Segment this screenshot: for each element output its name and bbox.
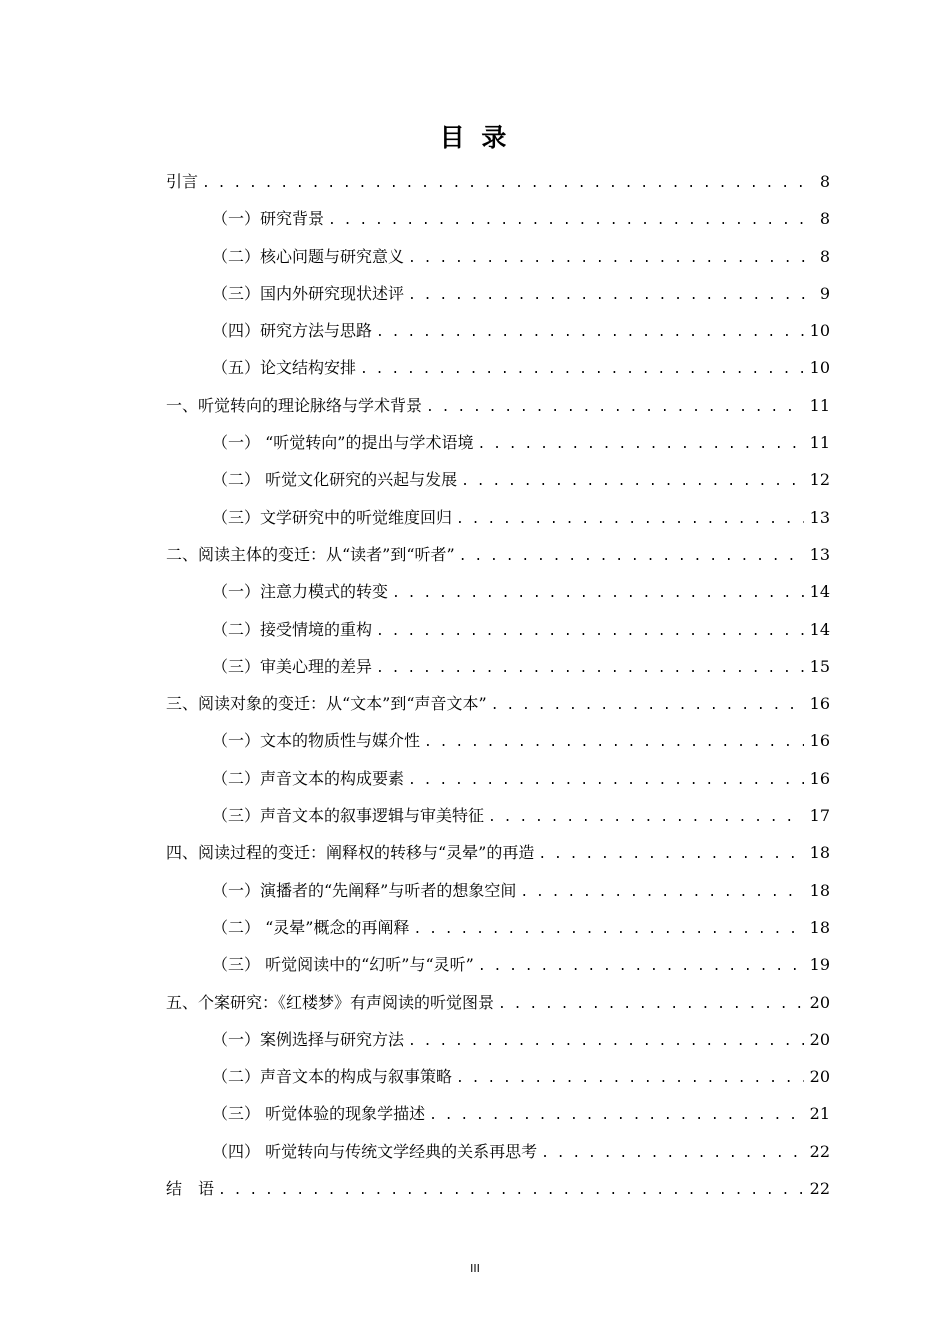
toc-dot-leader (456, 505, 804, 535)
toc-entry-label: 结 语 (166, 1179, 215, 1199)
toc-dot-leader (538, 840, 803, 870)
toc-section-entry[interactable] (166, 652, 830, 689)
toc-section-entry[interactable] (166, 764, 830, 801)
toc-entry-label: 引言 (166, 172, 199, 191)
toc-chapter-entry[interactable] (166, 540, 830, 577)
toc-entry-label: （五）论文结构安排 (212, 358, 357, 378)
toc-entry-page-number: 15 (809, 656, 830, 676)
toc-entry-label: （四）研究方法与思路 (212, 321, 373, 341)
toc-entry-page-number: 8 (819, 172, 830, 191)
toc-entry-page-number: 11 (809, 395, 830, 415)
toc-dot-leader (478, 952, 804, 982)
toc-section-entry[interactable] (166, 876, 830, 913)
table-of-contents (166, 167, 830, 1211)
toc-dot-leader (408, 1027, 804, 1057)
toc-dot-leader (459, 542, 804, 572)
toc-dot-leader (408, 766, 804, 796)
toc-entry-label: （二） “灵晕”概念的再阐释 (212, 917, 410, 937)
toc-entry-label: （一） “听觉转向”的提出与学术语境 (212, 433, 474, 453)
toc-entry-page-number: 18 (809, 917, 830, 937)
toc-section-entry[interactable] (166, 465, 830, 502)
toc-entry-label: （一）演播者的“先阐释”与听者的想象空间 (212, 880, 517, 900)
toc-section-entry[interactable] (166, 279, 830, 316)
toc-chapter-entry[interactable] (166, 988, 830, 1025)
page-title: 目 录 (439, 123, 511, 152)
toc-entry-label: （一）研究背景 (212, 209, 325, 229)
toc-chapter-entry[interactable] (166, 689, 830, 726)
toc-entry-page-number: 11 (809, 433, 830, 453)
toc-dot-leader (376, 318, 804, 348)
toc-dot-leader (541, 1139, 804, 1169)
toc-entry-label: 二、阅读主体的变迁：从“读者”到“听者” (166, 544, 455, 564)
toc-dot-leader (392, 579, 804, 609)
toc-chapter-entry[interactable] (166, 1174, 830, 1211)
toc-section-entry[interactable] (166, 204, 830, 241)
toc-entry-label: （一）案例选择与研究方法 (212, 1029, 405, 1049)
toc-entry-label: （四） 听觉转向与传统文学经典的关系再思考 (212, 1141, 538, 1161)
toc-entry-page-number: 14 (809, 619, 830, 639)
toc-entry-label: （二）声音文本的构成与叙事策略 (212, 1067, 453, 1087)
toc-dot-leader (376, 654, 804, 684)
toc-entry-label: 一、听觉转向的理论脉络与学术背景 (166, 395, 423, 415)
toc-entry-label: （三）文学研究中的听觉维度回归 (212, 507, 453, 527)
toc-dot-leader (461, 467, 804, 497)
toc-entry-page-number: 9 (819, 283, 830, 303)
toc-dot-leader (328, 206, 806, 236)
toc-entry-label: 五、个案研究：《红楼梦》有声阅读的听觉图景 (166, 992, 495, 1012)
toc-dot-leader (498, 990, 804, 1020)
toc-section-entry[interactable] (166, 428, 830, 465)
toc-dot-leader (477, 430, 803, 460)
page-number: III (470, 1262, 480, 1275)
toc-entry-page-number: 14 (809, 582, 830, 602)
toc-section-entry[interactable] (166, 503, 830, 540)
toc-section-entry[interactable] (166, 913, 830, 950)
toc-chapter-entry[interactable] (166, 838, 830, 875)
toc-entry-page-number: 8 (819, 209, 830, 229)
toc-entry-page-number: 10 (809, 321, 830, 341)
toc-dot-leader (413, 915, 803, 945)
toc-entry-page-number: 16 (809, 731, 830, 751)
toc-entry-page-number: 13 (809, 507, 830, 527)
toc-entry-page-number: 18 (809, 880, 830, 900)
toc-entry-page-number: 20 (809, 1067, 830, 1087)
toc-entry-page-number: 22 (809, 1141, 830, 1161)
toc-entry-page-number: 16 (809, 768, 830, 788)
toc-dot-leader (408, 244, 806, 274)
toc-section-entry[interactable] (166, 801, 830, 838)
toc-dot-leader (218, 1176, 804, 1206)
toc-section-entry[interactable] (166, 726, 830, 763)
toc-entry-page-number: 21 (809, 1104, 830, 1124)
toc-entry-page-number: 19 (809, 955, 830, 975)
toc-entry-label: （三）声音文本的叙事逻辑与审美特征 (212, 806, 485, 826)
toc-entry-page-number: 12 (809, 470, 830, 490)
toc-entry-page-number: 10 (809, 358, 830, 378)
toc-dot-leader (360, 355, 804, 385)
toc-dot-leader (426, 393, 804, 423)
toc-entry-page-number: 16 (809, 694, 830, 714)
toc-entry-label: （一）注意力模式的转变 (212, 582, 389, 602)
toc-dot-leader (408, 281, 806, 311)
toc-entry-label: （二）接受情境的重构 (212, 619, 373, 639)
toc-dot-leader (424, 728, 804, 758)
toc-entry-page-number: 18 (809, 843, 830, 863)
toc-dot-leader (202, 169, 806, 199)
toc-section-entry[interactable] (166, 615, 830, 652)
toc-section-entry[interactable] (166, 242, 830, 279)
toc-section-entry[interactable] (166, 316, 830, 353)
toc-entry-label: （二）声音文本的构成要素 (212, 768, 405, 788)
toc-entry-label: （一）文本的物质性与媒介性 (212, 731, 421, 751)
toc-dot-leader (491, 691, 804, 721)
toc-section-entry[interactable] (166, 353, 830, 390)
toc-entry-page-number: 20 (809, 992, 830, 1012)
toc-entry-label: 四、阅读过程的变迁：阐释权的转移与“灵晕”的再造 (166, 843, 535, 863)
toc-entry-page-number: 22 (809, 1179, 830, 1199)
toc-entry-page-number: 8 (819, 246, 830, 266)
toc-dot-leader (456, 1064, 804, 1094)
toc-chapter-entry[interactable] (166, 167, 830, 204)
toc-chapter-entry[interactable] (166, 391, 830, 428)
toc-section-entry[interactable] (166, 1062, 830, 1099)
toc-section-entry[interactable] (166, 577, 830, 614)
toc-entry-label: （三）审美心理的差异 (212, 656, 373, 676)
toc-entry-label: （二） 听觉文化研究的兴起与发展 (212, 470, 458, 490)
toc-dot-leader (376, 617, 804, 647)
toc-section-entry[interactable] (166, 1099, 830, 1136)
toc-entry-label: （三） 听觉阅读中的“幻听”与“灵听” (212, 955, 474, 975)
toc-section-entry[interactable] (166, 1025, 830, 1062)
toc-entry-label: （三） 听觉体验的现象学描述 (212, 1104, 426, 1124)
toc-dot-leader (520, 878, 803, 908)
toc-entry-page-number: 13 (809, 544, 830, 564)
toc-entry-label: （三）国内外研究现状述评 (212, 283, 405, 303)
toc-dot-leader (429, 1101, 804, 1131)
toc-entry-label: 三、阅读对象的变迁：从“文本”到“声音文本” (166, 694, 487, 714)
toc-dot-leader (488, 803, 804, 833)
toc-section-entry[interactable] (166, 1137, 830, 1174)
toc-entry-label: （二）核心问题与研究意义 (212, 246, 405, 266)
toc-entry-page-number: 20 (809, 1029, 830, 1049)
toc-section-entry[interactable] (166, 950, 830, 987)
toc-entry-page-number: 17 (809, 806, 830, 826)
